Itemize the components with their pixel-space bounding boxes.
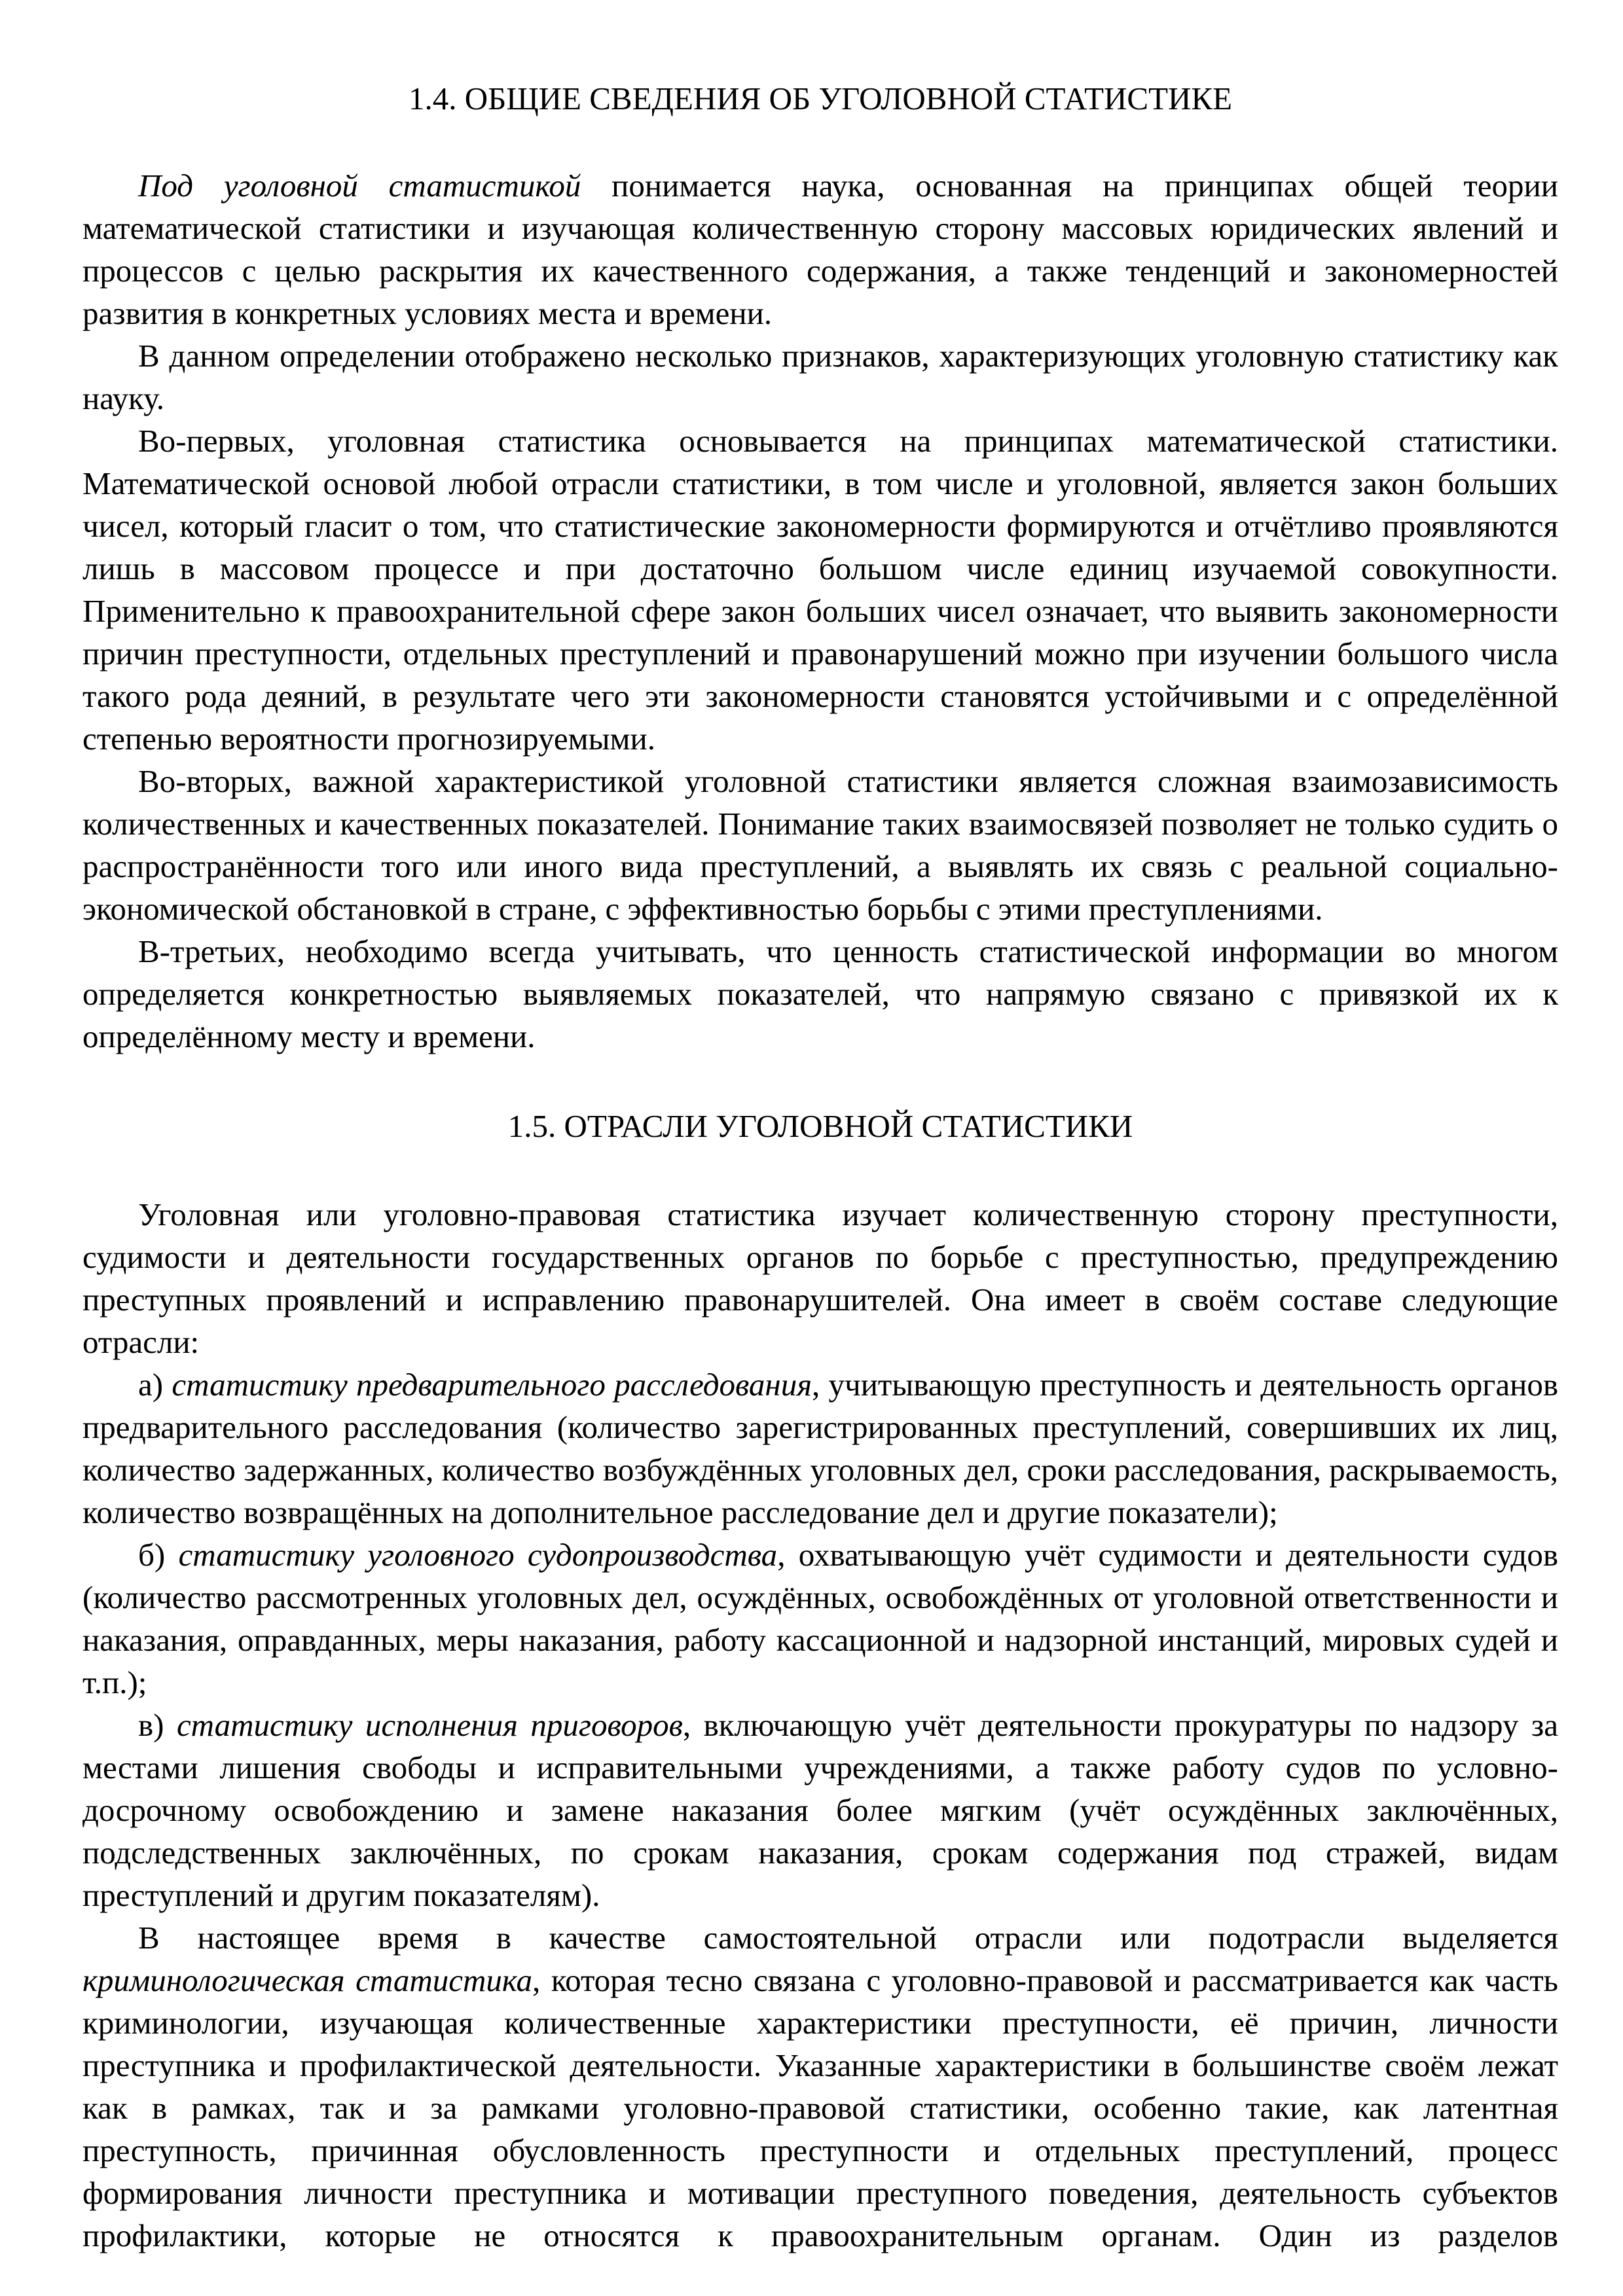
list-item-b xyxy=(82,1534,1558,1704)
paragraph-features-intro: В данном определении отображено несколько признаков, характеризующих уголовную статистику как науку. xyxy=(82,338,1558,416)
paragraph-first-feature: Во-первых, уголовная статистика основывается на принципах математической статистики. Математической основой любой отрасли статистики, в том числе и уголовной, является закон больших чисел, который гласит о том, что статистические закономерности формируются и отчётливо проявляются лишь в массовом процессе и при достаточно большом числе единиц изучаемой совокупности. Применительно к правоохранительной сфере закон больших чисел означает, что выявить закономерности причин преступности, отдельных преступлений и правонарушений можно при изучении большого числа такого рода деяний, в результате чего эти закономерности становятся устойчивыми и с определённой степенью вероятности прогнозируемыми. xyxy=(82,423,1558,757)
list-marker-c: в) xyxy=(138,1707,177,1743)
paragraph-criminological-statistics xyxy=(82,1916,1558,2257)
term-criminal-statistics: Под уголовной статистикой xyxy=(138,168,581,204)
paragraph-definition xyxy=(82,164,1558,334)
term-criminal-proceedings: статистику уголовного судопроизводства xyxy=(178,1537,778,1573)
paragraph-third-feature: В-третьих, необходимо всегда учитывать, что ценность статистической информации во многом определяется конкретностью выявляемых показателей, что напрямую связано с привязкой их к определённому месту и времени. xyxy=(82,933,1558,1054)
section-heading-1-5: 1.5. ОТРАСЛИ УГОЛОВНОЙ СТАТИСТИКИ xyxy=(507,1108,1133,1144)
list-item-a-text: , учитывающую преступность и деятельность органов предварительного расследования (количество зарегистрированных преступлений, совершивших их лиц, количество задержанных, количество возбуждённых уголовных дел, сроки расследования, раскрываемость, количество возвращённых на дополнительное расследование дел и другие показатели); xyxy=(82,1367,1558,1530)
definition-text: понимается наука, основанная на принципах общей теории математической статистики и изучающая количественную сторону массовых юридических явлений и процессов с целью раскрытия их качественного содержания, а также тенденций и закономерностей развития в конкретных условиях места и времени. xyxy=(82,168,1558,331)
list-item-b-text: , охватывающую учёт судимости и деятельности судов (количество рассмотренных уголовных дел, осуждённых, освобождённых от уголовной ответственности и наказания, оправданных, меры наказания, работу кассационной и надзорной инстанций, мировых судей и т.п.); xyxy=(82,1537,1558,1700)
document-page xyxy=(82,77,1558,2257)
paragraph-branches-intro: Уголовная или уголовно-правовая статистика изучает количественную сторону преступности, судимости и деятельности государственных органов по борьбе с преступностью, предупреждению преступных проявлений и исправлению правонарушителей. Она имеет в своём составе следующие отрасли: xyxy=(82,1196,1558,1360)
paragraph-criminological-text: , которая тесно связана с уголовно-правовой и рассматривается как часть криминологии, изучающая количественные характеристики преступности, её причин, личности преступника и профилактической деятельности. Указанные характеристики в большинстве своём лежат как в рамках, так и за рамками уголовно-правовой статистики, особенно такие, как латентная преступность, причинная обусловленность преступности и отдельных преступлений, процесс формирования личности преступника и мотивации преступного поведения, деятельность субъектов профилактики, которые не относятся к правоохранительным органам. Один из разделов xyxy=(82,1962,1558,2253)
list-item-a xyxy=(82,1363,1558,1534)
paragraph-criminological-start: В настоящее время в качестве самостоятельной отрасли или подотрасли выделяется xyxy=(138,1920,1558,1956)
paragraph-second-feature: Во-вторых, важной характеристикой уголовной статистики является сложная взаимозависимость количественных и качественных показателей. Понимание таких взаимосвязей позволяет не только судить о распространённости того или иного вида преступлений, а выявлять их связь с реальной социально-экономической обстановкой в стране, с эффективностью борьбы с этими преступлениями. xyxy=(82,763,1558,927)
term-preliminary-investigation: статистику предварительного расследования xyxy=(172,1367,812,1403)
list-marker-a: а) xyxy=(138,1367,172,1403)
list-marker-b: б) xyxy=(138,1537,179,1573)
term-criminological-statistics: криминологическая статистика xyxy=(82,1962,533,1998)
term-sentence-execution: статистику исполнения приговоров xyxy=(176,1707,683,1743)
section-heading-1-4: 1.4. ОБЩИЕ СВЕДЕНИЯ ОБ УГОЛОВНОЙ СТАТИСТИКЕ xyxy=(408,81,1233,117)
list-item-c xyxy=(82,1704,1558,1916)
list-item-c-text: , включающую учёт деятельности прокуратуры по надзору за местами лишения свободы и исправительными учреждениями, а также работу судов по условно-досрочному освобождению и замене наказания более мягким (учёт осуждённых заключённых, подследственных заключённых, по срокам наказания, срокам содержания под стражей, видам преступлений и другим показателям). xyxy=(82,1707,1558,1913)
